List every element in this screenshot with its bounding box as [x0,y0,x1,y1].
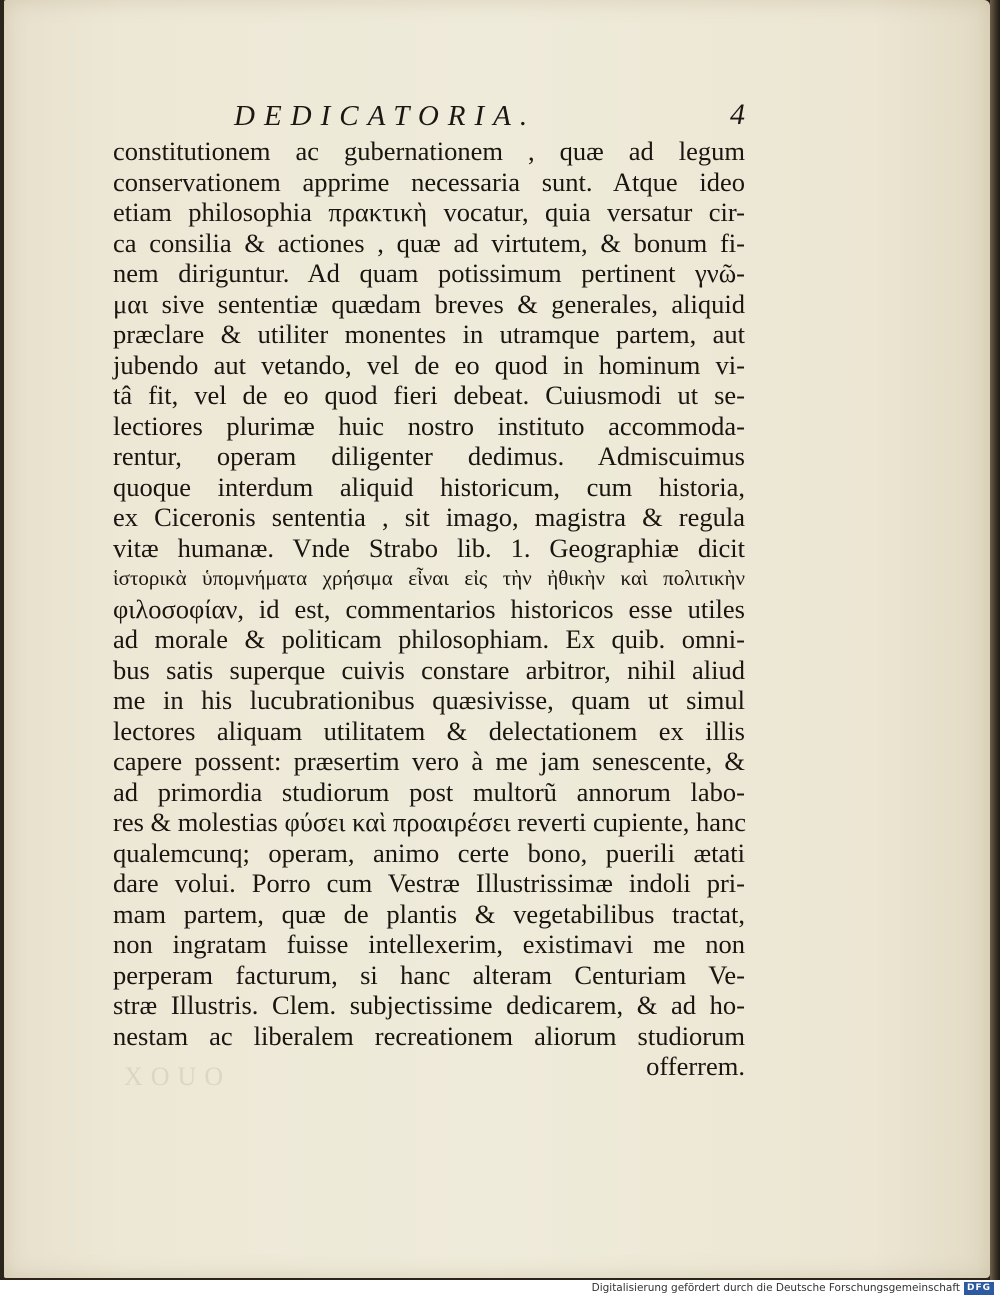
dfg-logo-icon[interactable]: DFG [964,1282,994,1295]
text-line: nem diriguntur. Ad quam potissimum pertinent γνῶ- [113,258,745,288]
text-line: constitutionem ac gubernationem , quæ ad legum [113,136,745,166]
text-line: vitæ humanæ. Vnde Strabo lib. 1. Geographiæ dicit [113,532,745,563]
text-line: non ingratam fuisse intellexerim, existimavi me non [113,929,745,959]
text-line: lectores aliquam utilitatem & delectationem ex illis [113,715,745,746]
text-line: φιλοσοφίαν, id est, commentarios historicos esse utiles [113,593,745,624]
text-line: μαι sive sententiæ quædam breves & generales, aliquid [113,288,745,319]
text-line: præclare & utiliter monentes in utramque partem, aut [113,319,745,349]
text-line: perperam facturum, si hanc alteram Centuriam Ve- [113,959,745,990]
text-line: ex Ciceronis sententia , sit imago, magistra & regula [113,502,745,532]
page-number: 4 [730,98,745,131]
text-line: res & molestias φύσει καὶ προαιρέσει reverti cupiente, hanc [113,807,747,837]
text-line: mam partem, quæ de plantis & vegetabilibus tractat, [113,898,745,929]
book-page [4,0,990,1278]
ink-bleed-through: XOUO [124,1062,232,1091]
funding-credit: Digitalisierung gefördert durch die Deutsche Forschungsgemeinschaft [591,1282,960,1294]
text-line: me in his lucubrationibus quæsivisse, quam ut simul [113,685,745,715]
text-line: etiam philosophia πρακτικὴ vocatur, quia versatur cir- [113,197,745,227]
book-edge [990,0,1000,1280]
body-text [113,136,745,1082]
text-line: capere possent: præsertim vero à me jam senescente, & [113,746,745,776]
greek-text-line: ἱστορικὰ ὑπομνήματα χρήσιμα εἶναι εἰς τὴν ἠθικὴν καὶ πολιτικὴν [113,566,745,590]
text-line: nestam ac liberalem recreationem aliorum studiorum [113,1020,745,1051]
running-header: DEDICATORIA. [234,100,537,132]
text-line-final: offerrem. [646,1051,745,1081]
digitization-footer [0,1280,1000,1297]
text-line: stræ Illustris. Clem. subjectissime dedicarem, & ad ho- [113,990,745,1020]
text-line: quoque interdum aliquid historicum, cum historia, [113,471,745,502]
text-line: qualemcunq; operam, animo certe bono, puerili ætati [113,837,745,868]
text-line: tâ fit, vel de eo quod fieri debeat. Cuiusmodi ut se- [113,380,745,410]
text-line: lectiores plurimæ huic nostro instituto accommoda- [113,410,745,441]
text-line: conservationem apprime necessaria sunt. Atque ideo [113,166,745,197]
text-line: rentur, operam diligenter dedimus. Admiscuimus [113,441,745,471]
text-line: dare volui. Porro cum Vestræ Illustrissimæ indoli pri- [113,868,745,898]
text-line: bus satis superque cuivis constare arbitror, nihil aliud [113,654,745,685]
text-line: ad primordia studiorum post multorũ annorum labo- [113,776,745,807]
text-line: ad morale & politicam philosophiam. Ex quib. omni- [113,624,745,654]
text-line: ca consilia & actiones , quæ ad virtutem, & bonum fi- [113,227,745,258]
text-line: jubendo aut vetando, vel de eo quod in hominum vi- [113,349,745,380]
